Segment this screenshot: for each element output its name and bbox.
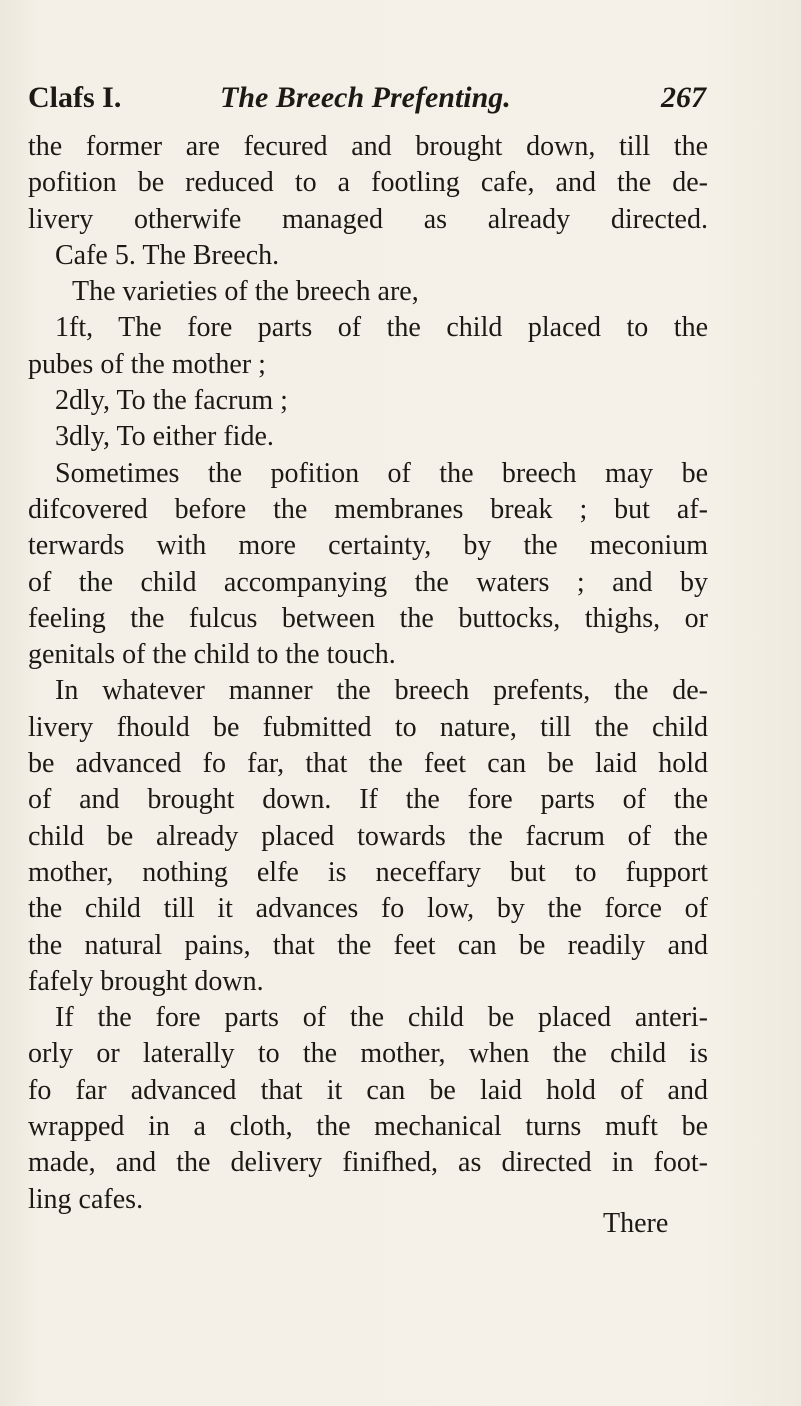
page-body <box>28 129 708 1218</box>
text-line: livery otherwife managed as already directed. <box>28 203 708 235</box>
text-line: made, and the delivery finifhed, as directed in foot- <box>28 1147 708 1179</box>
text-line: of the child accompanying the waters ; and by <box>28 566 708 598</box>
text-line: difcovered before the membranes break ; but af- <box>28 493 708 525</box>
running-head-class: Clafs I. <box>28 81 122 114</box>
text-line: If the fore parts of the child be placed anteri- <box>55 1002 708 1034</box>
text-line: Sometimes the pofition of the breech may be <box>55 457 708 489</box>
text-line: feeling the fulcus between the buttocks, thighs, or <box>28 602 708 634</box>
text-line: 1ft, The fore parts of the child placed to the <box>55 312 708 344</box>
text-line: fo far advanced that it can be laid hold of and <box>28 1074 708 1106</box>
text-line: ling cafes. <box>28 1183 144 1215</box>
text-line: Cafe 5. The Breech. <box>55 239 280 271</box>
text-line: the natural pains, that the feet can be readily and <box>28 929 708 961</box>
text-line: In whatever manner the breech prefents, the de- <box>55 675 708 707</box>
text-line: of and brought down. If the fore parts of the <box>28 784 708 816</box>
text-line: livery fhould be fubmitted to nature, till the child <box>28 711 708 743</box>
text-line: terwards with more certainty, by the meconium <box>28 530 708 562</box>
text-line: 2dly, To the facrum ; <box>55 385 288 417</box>
text-line: wrapped in a cloth, the mechanical turns muft be <box>28 1111 708 1143</box>
text-line: child be already placed towards the facrum of the <box>28 820 708 852</box>
text-line: fafely brought down. <box>28 965 264 997</box>
text-line: orly or laterally to the mother, when the child is <box>28 1038 708 1070</box>
catchword: There <box>603 1208 669 1239</box>
text-line: The varieties of the breech are, <box>72 276 419 308</box>
text-line: be advanced fo far, that the feet can be laid hold <box>28 748 708 780</box>
text-line: the child till it advances fo low, by the force of <box>28 893 708 925</box>
text-line: mother, nothing elfe is neceffary but to fupport <box>28 856 708 888</box>
running-head-title: The Breech Prefenting. <box>220 81 511 114</box>
text-line: pubes of the mother ; <box>28 348 266 380</box>
running-head <box>28 78 706 118</box>
text-line: genitals of the child to the touch. <box>28 639 396 671</box>
text-line: the former are fecured and brought down, till the <box>28 131 708 162</box>
text-line: pofition be reduced to a footling cafe, and the de- <box>28 167 708 199</box>
page-number: 267 <box>661 81 706 114</box>
text-line: 3dly, To either fide. <box>55 421 274 453</box>
